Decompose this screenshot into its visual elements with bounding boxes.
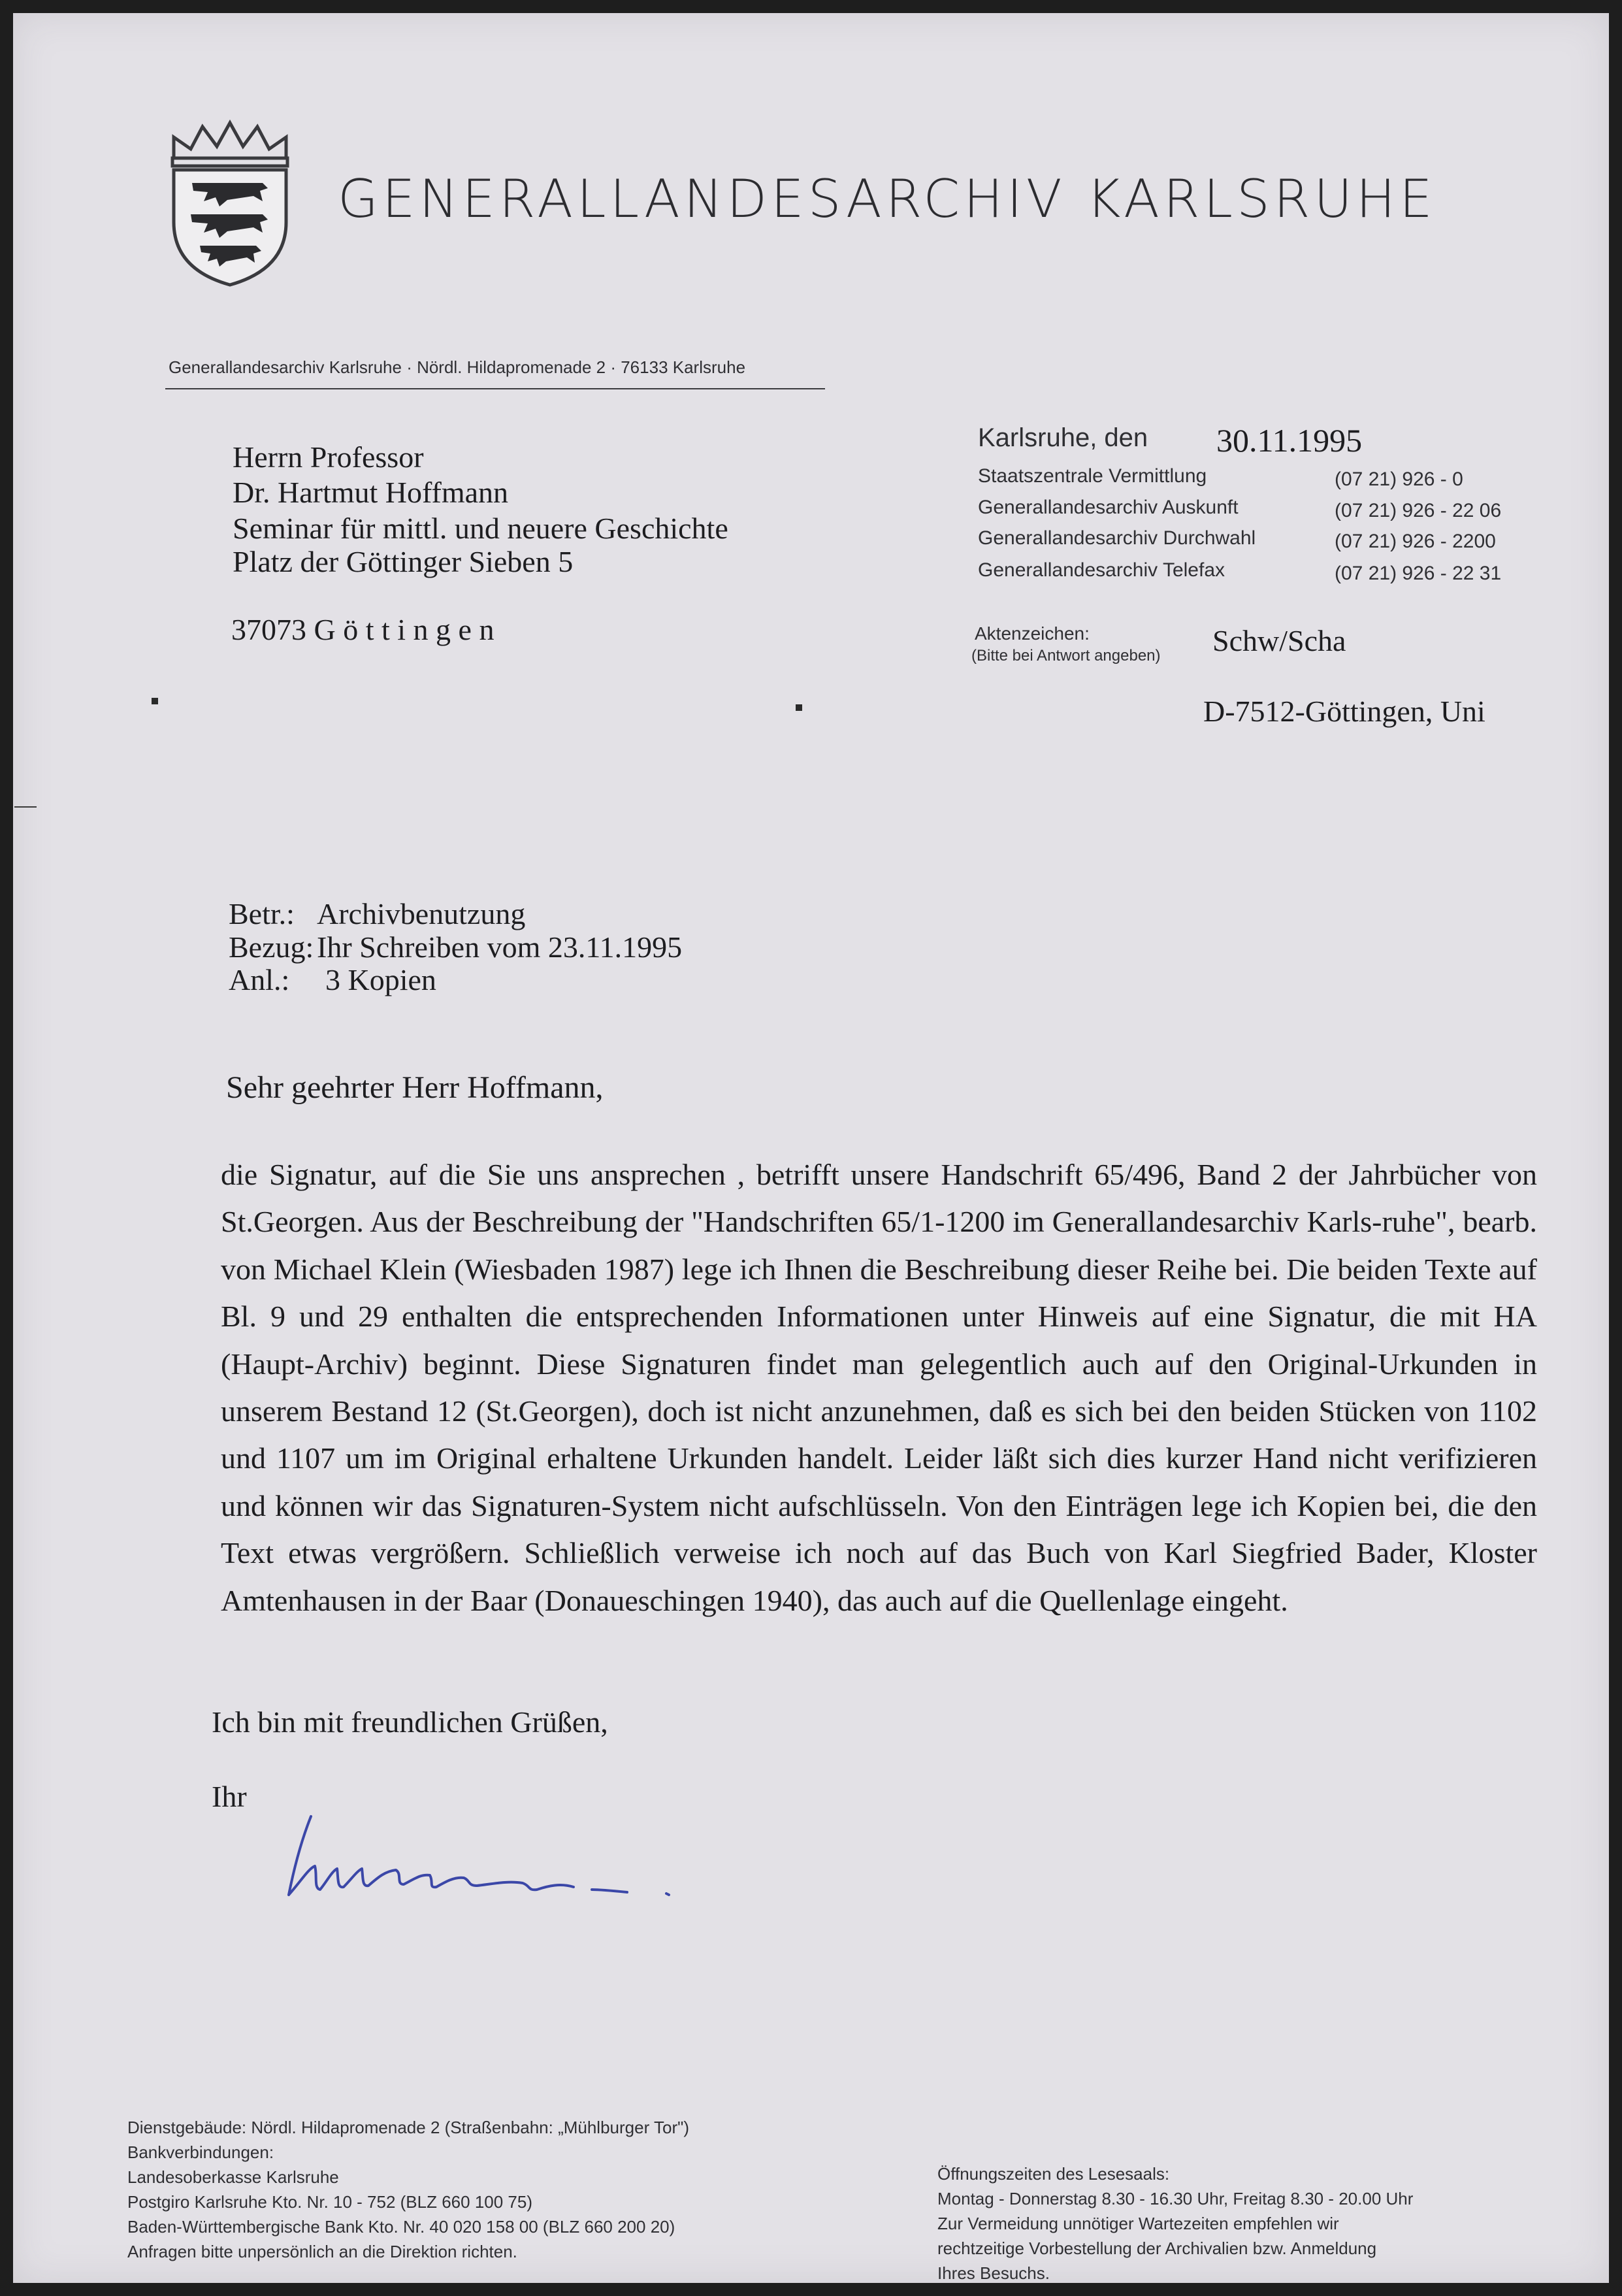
fold-mark [152, 698, 158, 704]
archive-title: GENERALLANDESARCHIV KARLSRUHE [338, 169, 1436, 229]
date-label: Karlsruhe, den [978, 423, 1148, 452]
opening-hours-line: Montag - Donnerstag 8.30 - 16.30 Uhr, Freitag 8.30 - 20.00 Uhr [937, 2189, 1414, 2208]
reference-hint: (Bitte bei Antwort angeben) [971, 647, 1161, 664]
opening-hours-line: Zur Vermeidung unnötiger Wartezeiten empfehlen wir [937, 2214, 1339, 2233]
phone-value: (07 21) 926 - 2200 [1335, 531, 1496, 552]
sender-address-line: Generallandesarchiv Karlsruhe · Nördl. Hildapromenade 2 · 76133 Karlsruhe [169, 357, 746, 377]
footer-line: Anfragen bitte unpersönlich an die Direktion richten. [127, 2242, 517, 2261]
phone-label: Generallandesarchiv Auskunft [978, 497, 1239, 518]
letter-sheet [13, 13, 1609, 2283]
enclosure-label: Anl.: [229, 963, 290, 996]
footer-line: Dienstgebäude: Nördl. Hildapromenade 2 (Straßenbahn: „Mühlburger Tor") [127, 2118, 689, 2137]
phone-label: Generallandesarchiv Telefax [978, 559, 1225, 581]
opening-hours-title: Öffnungszeiten des Lesesaals: [937, 2164, 1170, 2184]
recipient-line-3: Seminar für mittl. und neuere Geschichte [233, 512, 728, 545]
opening-hours-line: rechtzeitige Vorbestellung der Archivalien bzw. Anmeldung [937, 2239, 1377, 2258]
opening-hours-line: Ihres Besuchs. [937, 2263, 1050, 2283]
recipient-city: 37073 G ö t t i n g e n [231, 613, 495, 646]
recipient-code: D-7512-Göttingen, Uni [1203, 695, 1485, 728]
sender-line-divider [165, 388, 825, 389]
subject-value: Archivbenutzung [317, 897, 526, 930]
phone-value: (07 21) 926 - 22 31 [1335, 563, 1502, 584]
footer-line: Bankverbindungen: [127, 2142, 274, 2162]
footer-line: Postgiro Karlsruhe Kto. Nr. 10 - 752 (BLZ 660 100 75) [127, 2192, 533, 2212]
enclosure-value: 3 Kopien [325, 963, 436, 996]
reference-letter-value: Ihr Schreiben vom 23.11.1995 [317, 930, 683, 964]
recipient-line-1: Herrn Professor [233, 440, 424, 474]
phone-value: (07 21) 926 - 0 [1335, 468, 1463, 490]
salutation: Sehr geehrter Herr Hoffmann, [226, 1070, 604, 1105]
reference-value: Schw/Scha [1212, 624, 1346, 657]
recipient-line-2: Dr. Hartmut Hoffmann [233, 476, 509, 509]
date-value: 30.11.1995 [1216, 422, 1363, 459]
reference-label: Aktenzeichen: [975, 623, 1090, 644]
fold-mark [14, 806, 37, 808]
phone-value: (07 21) 926 - 22 06 [1335, 500, 1502, 521]
footer-line: Landesoberkasse Karlsruhe [127, 2167, 339, 2187]
letter-body: die Signatur, auf die Sie uns ansprechen , betrifft unsere Handschrift 65/496, Band 2 der Jahrbücher von St.Georgen. Aus der Beschreibung der "Handschriften 65/1-1200 im Generallandesarchiv Karls-ruhe", bearb. von Michael Klein (Wiesbaden 1987) lege ich Ihnen die Beschreibung dieser Reihe bei. Die beiden Texte auf Bl. 9 und 29 enthalten die entsprechenden Informationen unter Hinweis auf eine Signatur, die mit HA (Haupt-Archiv) beginnt. Diese Signaturen findet man gelegentlich auch auf den Original-Urkunden in unserem Bestand 12 (St.Georgen), doch ist nicht anzunehmen, daß es sich bei den beiden Stücken von 1102 und 1107 um im Original erhaltene Urkunden handelt. Leider läßt sich dies kurzer Hand nicht verifizieren und können wir das Signaturen-System nicht aufschlüsseln. Von den Einträgen lege ich Kopien bei, die den Text etwas vergrößern. Schließlich verweise ich noch auf das Buch von Karl Siegfried Bader, Kloster Amtenhausen in der Baar (Donaueschingen 1940), das auch auf die Quellenlage eingeht. [221, 1158, 1537, 1617]
phone-label: Generallandesarchiv Durchwahl [978, 527, 1256, 549]
handwritten-signature [274, 1803, 692, 1914]
closing: Ich bin mit freundlichen Grüßen, [212, 1705, 608, 1739]
footer-line: Baden-Württembergische Bank Kto. Nr. 40 020 158 00 (BLZ 660 200 20) [127, 2217, 675, 2237]
fold-mark [796, 704, 802, 711]
subject-label: Betr.: [229, 897, 295, 930]
reference-letter-label: Bezug: [229, 930, 314, 964]
coat-of-arms-icon [165, 118, 295, 287]
sign-off: Ihr [212, 1780, 247, 1813]
recipient-line-4: Platz der Göttinger Sieben 5 [233, 545, 574, 578]
phone-label: Staatszentrale Vermittlung [978, 465, 1207, 487]
